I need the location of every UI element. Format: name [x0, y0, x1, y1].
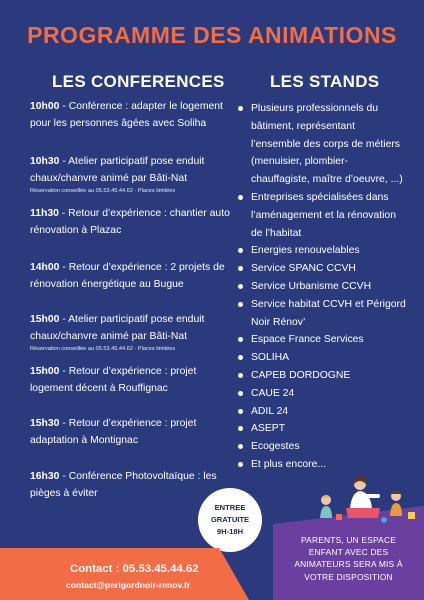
conference-item: [30, 311, 230, 353]
stand-item: [236, 385, 406, 403]
conference-item: [30, 205, 230, 239]
conference-note: Réservation conseillée au 05.53.45.44.62 - Places limitées: [30, 188, 176, 194]
stand-label: Service Urbanisme CCVH: [251, 280, 372, 292]
stand-label: Espace France Services: [251, 334, 364, 346]
conference-text: - Atelier participatif pose enduit chaux/chanvre animé par Bâti-Nat: [30, 314, 205, 342]
kids-area-text: [273, 534, 424, 583]
conference-text: - Atelier participatif pose enduit chaux/chanvre animé par Bâti-Nat: [30, 156, 205, 184]
conference-item: [30, 415, 230, 449]
stand-label: Plusieurs professionnels du bâtiment, représentant l’ensemble des corps de métiers (menuisier, plombier-chauffagiste, maître d’oeuvre, ...): [251, 103, 403, 186]
bullet-icon: [238, 302, 243, 307]
stand-label: Energies renouvelables: [251, 245, 360, 257]
kids-line: VOTRE DISPOSITION: [304, 571, 393, 582]
stand-item: [236, 420, 406, 438]
stand-item: [236, 189, 406, 242]
stand-item: [236, 296, 406, 332]
stand-item: [236, 438, 406, 456]
conference-item: [30, 153, 230, 195]
conference-text: - Retour d’expérience : projet adaptation à Montignac: [30, 418, 197, 446]
stands-heading: LES STANDS: [270, 72, 380, 91]
contact-email[interactable]: contact@perigordnoir-renov.fr: [66, 580, 191, 590]
entry-line: ENTREE: [214, 503, 246, 512]
bullet-icon: [238, 444, 243, 449]
bullet-icon: [238, 426, 243, 431]
conference-time: 15h30: [30, 418, 60, 429]
stand-item: [236, 100, 406, 189]
conference-text: - Retour d’expérience : projet logement décent à Rouffignac: [30, 366, 197, 394]
stand-label: CAUE 24: [251, 387, 295, 399]
conference-text: - Retour d’expérience : chantier auto rénovation à Plazac: [30, 208, 230, 236]
stand-item: [236, 278, 406, 296]
conference-time: 10h30: [30, 156, 60, 167]
stand-label: Service habitat CCVH et Périgord Noir Rénov’: [251, 298, 406, 328]
kids-line: ENFANT AVEC DES: [308, 547, 389, 558]
conference-item: [30, 98, 230, 132]
bullet-icon: [238, 284, 243, 289]
bullet-icon: [238, 373, 243, 378]
conferences-heading: LES CONFERENCES: [52, 72, 225, 91]
stand-item: [236, 403, 406, 421]
entry-line: GRATUITE: [210, 515, 250, 524]
bullet-icon: [238, 266, 243, 271]
stand-label: Entreprises spécialisées dans l’aménagement et la rénovation de l’habitat: [251, 191, 396, 239]
conference-time: 16h30: [30, 471, 60, 482]
stand-label: ADIL 24: [251, 405, 289, 417]
conference-text: - Conférence Photovoltaïque : les pièges à éviter: [30, 471, 217, 499]
conference-item: [30, 259, 230, 293]
bullet-icon: [238, 462, 243, 467]
bullet-icon: [238, 195, 243, 200]
stand-label: Ecogestes: [251, 441, 300, 453]
bullet-icon: [238, 409, 243, 414]
stand-label: Service SPANC CCVH: [251, 263, 356, 275]
stand-label: CAPEB DORDOGNE: [251, 369, 351, 381]
conference-time: 15h00: [30, 366, 60, 377]
conference-time: 11h30: [30, 208, 59, 219]
stand-item: [236, 260, 406, 278]
stand-item: [236, 331, 406, 349]
stand-label: ASEPT: [251, 423, 286, 435]
conference-text: - Conférence : adapter le logement pour les personnes âgées avec Soliha: [30, 101, 223, 129]
conference-time: 15h00: [30, 314, 60, 325]
page-title: PROGRAMME DES ANIMATIONS: [27, 22, 397, 48]
kids-line: PARENTS, UN ESPACE: [301, 535, 396, 545]
conference-time: 10h00: [30, 101, 60, 112]
kids-line: ANIMATEURS SERA MIS À: [294, 559, 403, 570]
entry-hours: 9H-18H: [216, 527, 244, 536]
stand-item: [236, 242, 406, 260]
conference-note: Réservation conseillée au 05.53.45.44.62 - Places limitées: [30, 346, 176, 352]
stand-item: [236, 349, 406, 367]
children-playing-illustration: [300, 470, 424, 530]
conference-item: [30, 363, 230, 397]
bullet-icon: [238, 355, 243, 360]
conference-item: [30, 468, 230, 502]
bullet-icon: [238, 337, 243, 342]
stand-item: [236, 367, 406, 385]
stands-list: [236, 100, 406, 474]
bullet-icon: [238, 248, 243, 253]
conference-time: 14h00: [30, 262, 60, 273]
bullet-icon: [238, 391, 243, 396]
bullet-icon: [238, 106, 243, 111]
stand-label: Et plus encore...: [251, 458, 327, 470]
contact-phone: Contact : 05.53.45.44.62: [70, 563, 199, 575]
free-entry-badge: [198, 488, 262, 552]
conference-text: - Retour d’expérience : 2 projets de rénovation énergétique au Bugue: [30, 262, 225, 290]
stand-label: SOLIHA: [251, 352, 290, 364]
